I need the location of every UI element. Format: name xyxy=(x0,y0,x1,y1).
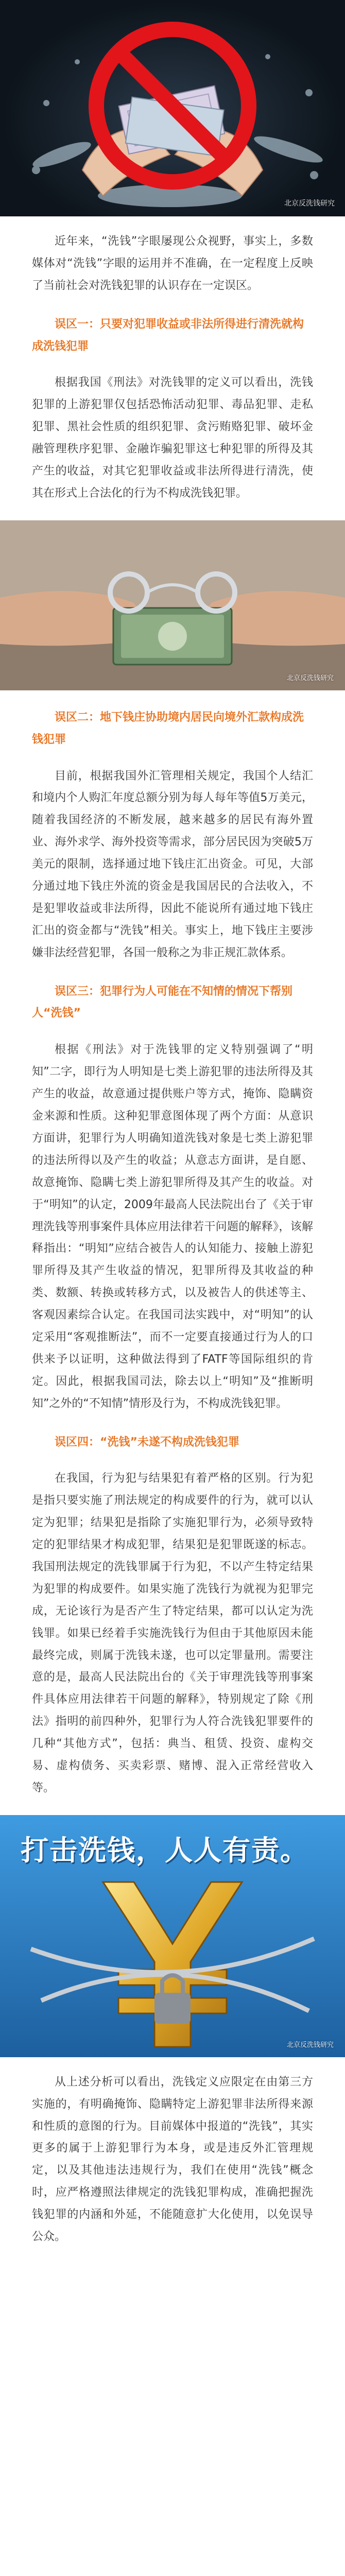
image-caption: 北京反洗钱研究 xyxy=(286,674,334,682)
intro-paragraph: 近年来，“洗钱”字眼屡现公众视野，事实上，多数媒体对“洗钱”字眼的运用并不准确，在一定程度上反映了当前社会对洗钱犯罪的认识存在一定误区。 xyxy=(32,235,313,292)
no-money-sign-icon xyxy=(0,0,345,216)
poster-title: 打击洗钱，人人有责。 xyxy=(21,1834,309,1867)
body-paragraph: 根据我国《刑法》对洗钱罪的定义可以看出，洗钱犯罪的上游犯罪仅包括恐怖活动犯罪、毒品犯罪、走私犯罪、黑社会性质的组织犯罪、贪污贿赂犯罪、破坏金融管理秩序犯罪、金融诈骗犯罪这七种犯罪的所得及其产生的收益，对其它犯罪收益或非法所得进行清洗，使其在形式上合法化的行为不构成洗钱犯罪。 xyxy=(32,376,313,500)
misread-heading-2: 误区二：地下钱庄协助境内居民向境外汇款构成洗钱犯罪 xyxy=(32,710,304,746)
misread-heading-1: 误区一：只要对犯罪收益或非法所得进行清洗就构成洗钱犯罪 xyxy=(32,317,304,353)
handcuffs-photo xyxy=(0,520,345,690)
image-caption: 北京反洗钱研究 xyxy=(284,199,335,208)
body-paragraph: 目前，根据我国外汇管理相关规定，我国个人结汇和境内个人购汇年度总额分别为每人每年等值5万美元，随着我国经济的不断发展，越来越多的居民有海外置业、海外求学、海外投资等需求，部分居民因为突破5万美元的限制，选择通过地下钱庄汇出资金。可见，大部分通过地下钱庄外流的资金是我国居民的合法收入，不是犯罪收益或非法所得，因此不能说所有通过地下钱庄汇出的资金都与“洗钱”相关。事实上，地下钱庄主要涉嫌非法经营犯罪，各国一般称之为非正规汇款体系。 xyxy=(32,769,313,959)
conclusion-paragraph: 从上述分析可以看出，洗钱定义应限定在由第三方实施的，有明确掩饰、隐瞒特定上游犯罪非法所得来源和性质的意图的行为。目前媒体中报道的“洗钱”，其实更多的属于上游犯罪行为本身，或是违反外汇管理规定，以及其他违法违规行为，我们在使用“洗钱”概念时，应严格遵照法律规定的洗钱犯罪构成，准确把握洗钱犯罪的内涵和外延，不能随意扩大化使用，以免误导公众。 xyxy=(32,2075,313,2243)
article-body xyxy=(0,2072,345,2248)
misread-heading-3: 误区三：犯罪行为人可能在不知情的情况下帮别人“洗钱” xyxy=(32,985,293,1020)
image-caption: 北京反洗钱研究 xyxy=(286,2041,334,2049)
anti-money-laundering-poster xyxy=(0,1815,345,2057)
hero-image xyxy=(0,0,345,216)
article-body xyxy=(0,707,345,1800)
handcuffed-hands-money-icon xyxy=(0,520,345,690)
misread-heading-4: 误区四：“洗钱”未遂不构成洗钱犯罪 xyxy=(55,1435,239,1449)
body-paragraph: 在我国，行为犯与结果犯有着严格的区别。行为犯是指只要实施了刑法规定的构成要件的行为，就可以认定为犯罪；结果犯是指除了实施犯罪行为，必须导致特定的犯罪结果才构成犯罪，结果犯是犯罪既遂的标志。我国刑法规定的洗钱罪属于行为犯，不以产生特定结果为犯罪的构成要件。如果实施了洗钱行为就视为犯罪完成，无论该行为是否产生了特定结果，都可以认定为洗钱罪。如果已经着手实施洗钱行为但由于其他原因未能最终完成，则属于洗钱未遂，也可以定罪量刑。需要注意的是，最高人民法院出台的《关于审理洗钱等刑事案件具体应用法律若干问题的解释》，特别规定了除《刑法》指明的前四种外，犯罪行为人符合洗钱犯罪要件的几种“其他方式”，包括：典当、租赁、投资、虚构交易、虚构债务、买卖彩票、赌博、混入正常经营收入等。 xyxy=(32,1472,313,1794)
article-body xyxy=(0,231,345,505)
body-paragraph: 根据《刑法》对于洗钱罪的定义特别强调了“明知”二字，即行为人明知是七类上游犯罪的违法所得及其产生的收益，故意通过提供账户等方式，掩饰、隐瞒资金来源和性质。这种犯罪意图体现了两个方面：从意识方面讲，犯罪行为人明确知道洗钱对象是七类上游犯罪的违法所得以及产生的收益；从意志方面讲，是自愿、故意掩饰、隐瞒七类上游犯罪所得及其产生的收益。对于“明知”的认定，2009年最高人民法院出台了《关于审理洗钱等刑事案件具体应用法律若干问题的解释》，该解释指出：“明知”应结合被告人的认知能力、接触上游犯罪所得及其产生收益的情况，犯罪所得及其收益的种类、数额、转换或转移方式，以及被告人的供述等主、客观因素综合认定。在我国司法实践中，对“明知”的认定采用“客观推断法”，而不一定要直接通过行为人的口供来予以证明，这种做法得到了FATF等国际组织的肯定。因此，根据我国司法，除去以上“明知”及“推断明知”之外的“不知情”情形及行为，不构成洗钱犯罪。 xyxy=(32,1043,313,1410)
